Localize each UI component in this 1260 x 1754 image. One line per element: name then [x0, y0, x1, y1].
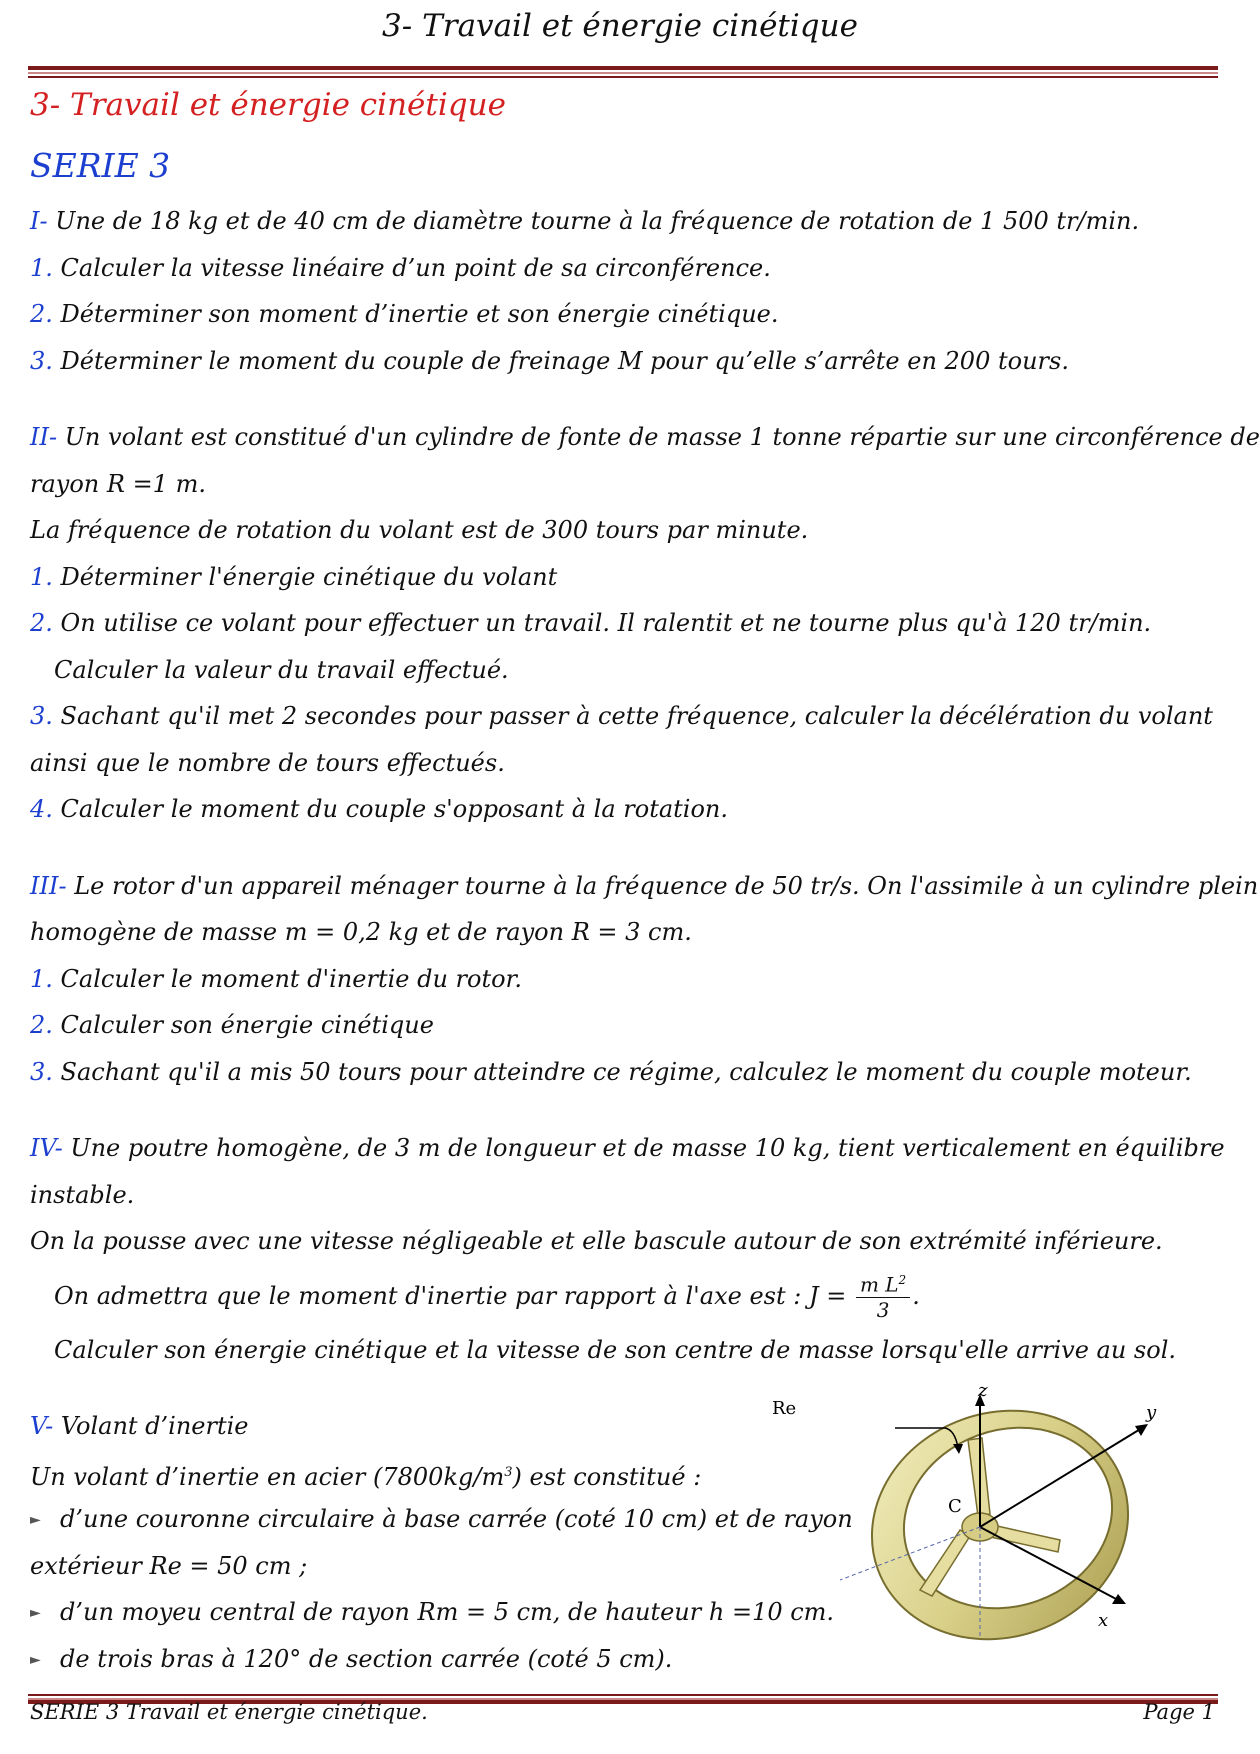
- section-title: 3- Travail et énergie cinétique: [30, 87, 506, 123]
- ex3-q2-text: Calculer son énergie cinétique: [52, 1011, 434, 1039]
- q-number: 2.: [30, 300, 53, 328]
- flywheel-figure: [772, 1380, 1190, 1640]
- ex5-label: V-: [30, 1412, 54, 1440]
- q-number: 2.: [30, 1011, 53, 1039]
- ex4-intro: [30, 1125, 1225, 1172]
- triangle-bullet-icon: ►: [30, 1651, 41, 1668]
- ex1-q1: [30, 245, 1215, 292]
- ex5-bullet-1-cont: extérieur Re = 50 cm ;: [30, 1551, 308, 1580]
- formula-end: .: [912, 1281, 920, 1310]
- ex5-bullet-3: [30, 1636, 1215, 1683]
- ex4-formula-line: [30, 1265, 1215, 1327]
- ex4-intro3: On la pousse avec une vitesse négligeable et elle bascule autour de son extrémité inférieure.: [30, 1227, 1163, 1255]
- q-number: 2.: [30, 609, 53, 637]
- ex1-intro-text: Une de 18 kg et de 40 cm de diamètre tourne à la fréquence de rotation de 1 500 tr/min.: [47, 207, 1140, 235]
- ex1-q1-text: Calculer la vitesse linéaire d’un point de sa circonférence.: [52, 253, 771, 282]
- fraction-denominator: 3: [876, 1297, 890, 1322]
- ex1-intro: [30, 198, 1215, 245]
- q-number: 1.: [30, 253, 53, 282]
- ex3-q3: [30, 1049, 1215, 1096]
- ex5-b2-text: d’un moyeu central de rayon Rm = 5 cm, de hauteur h =10 cm.: [60, 1598, 835, 1626]
- re-label: Re: [772, 1398, 797, 1419]
- ex2-q3a-text: Sachant qu'il met 2 secondes pour passer à cette fréquence, calculer la décélération du volant: [52, 702, 1213, 730]
- serie-title: SERIE 3: [30, 146, 171, 185]
- fraction-exponent: 2: [898, 1273, 907, 1288]
- ex4-intro1-text: Une poutre homogène, de 3 m de longueur et de masse 10 kg, tient verticalement en équilibre: [62, 1134, 1225, 1162]
- triangle-bullet-icon: ►: [30, 1605, 41, 1622]
- ex5-intro-exp: 3: [504, 1464, 513, 1480]
- ex3-q3-text: Sachant qu'il a mis 50 tours pour atteindre ce régime, calculez le moment du couple moteur.: [52, 1057, 1192, 1086]
- inertia-fraction: [856, 1274, 910, 1320]
- z-label: z: [978, 1380, 988, 1401]
- ex2-q3: [30, 693, 1215, 740]
- ex2-q1-text: Déterminer l'énergie cinétique du volant: [52, 562, 558, 591]
- ex3-intro: [30, 863, 1259, 910]
- ex5-intro-pre: Un volant d’inertie en acier (7800kg/m: [30, 1462, 505, 1491]
- ex2-q2b: Calculer la valeur du travail effectué.: [54, 655, 509, 684]
- footer-title: SERIE 3 Travail et énergie cinétique.: [30, 1700, 428, 1724]
- q-number: 1.: [30, 964, 53, 993]
- ex2-q2: [30, 600, 1215, 647]
- ex1-q2-text: Déterminer son moment d’inertie et son énergie cinétique.: [52, 300, 779, 328]
- triangle-bullet-icon: ►: [30, 1512, 41, 1529]
- ex5-title-text: Volant d’inertie: [53, 1412, 249, 1440]
- ex4-intro2: instable.: [30, 1180, 135, 1209]
- ex2-intro3: La fréquence de rotation du volant est de 300 tours par minute.: [30, 516, 809, 544]
- formula-text: On admettra que le moment d'inertie par rapport à l'axe est : J =: [54, 1281, 854, 1310]
- ex4-label: IV-: [30, 1134, 63, 1162]
- q-number: 3.: [30, 346, 53, 375]
- c-label: C: [948, 1496, 962, 1517]
- page-header-title: 3- Travail et énergie cinétique: [382, 8, 858, 44]
- q-number: 1.: [30, 562, 53, 591]
- ex2-q4: [30, 786, 1215, 833]
- ex3-intro2: homogène de masse m = 0,2 kg et de rayon R = 3 cm.: [30, 918, 692, 946]
- ex1-label: I-: [30, 207, 48, 235]
- ex5-b1a-text: d’une couronne circulaire à base carrée (coté 10 cm) et de rayon: [60, 1505, 853, 1533]
- ex2-intro1-text: Un volant est constitué d'un cylindre de fonte de masse 1 tonne répartie sur une circonférence de: [57, 423, 1260, 451]
- ex5-intro-post: ) est constitué :: [512, 1462, 702, 1491]
- flywheel-drawing: [772, 1380, 1190, 1640]
- fraction-numerator: m L: [859, 1272, 899, 1297]
- ex5-b3-text: de trois bras à 120° de section carrée (coté 5 cm).: [60, 1644, 673, 1673]
- ex1-q3-text: Déterminer le moment du couple de freinage M pour qu’elle s’arrête en 200 tours.: [52, 346, 1069, 375]
- ex2-intro2: rayon R =1 m.: [30, 469, 206, 498]
- ex2-q1: [30, 554, 1215, 601]
- ex2-label: II-: [30, 423, 58, 451]
- page-number: Page 1: [1143, 1700, 1215, 1724]
- q-number: 3.: [30, 702, 53, 730]
- ex3-q1: [30, 956, 1215, 1003]
- ex2-q3b: ainsi que le nombre de tours effectués.: [30, 748, 505, 777]
- y-label: y: [1146, 1402, 1157, 1423]
- ex3-intro1-text: Le rotor d'un appareil ménager tourne à la fréquence de 50 tr/s. On l'assimile à un cylindre plein: [66, 871, 1259, 900]
- ex4-question: Calculer son énergie cinétique et la vitesse de son centre de masse lorsqu'elle arrive au sol.: [54, 1335, 1176, 1364]
- ex3-q2: [30, 1002, 1215, 1049]
- ex1-q3: [30, 338, 1215, 385]
- ex1-q2: [30, 291, 1215, 338]
- ex2-intro: [30, 414, 1260, 461]
- ex2-q2a-text: On utilise ce volant pour effectuer un travail. Il ralentit et ne tourne plus qu'à 120 tr/min.: [52, 609, 1152, 637]
- q-number: 3.: [30, 1057, 53, 1086]
- ex3-label: III-: [30, 871, 67, 900]
- x-label: x: [1098, 1610, 1109, 1631]
- q-number: 4.: [30, 795, 53, 823]
- ex3-q1-text: Calculer le moment d'inertie du rotor.: [52, 964, 523, 993]
- ex2-q4-text: Calculer le moment du couple s'opposant à la rotation.: [52, 795, 729, 823]
